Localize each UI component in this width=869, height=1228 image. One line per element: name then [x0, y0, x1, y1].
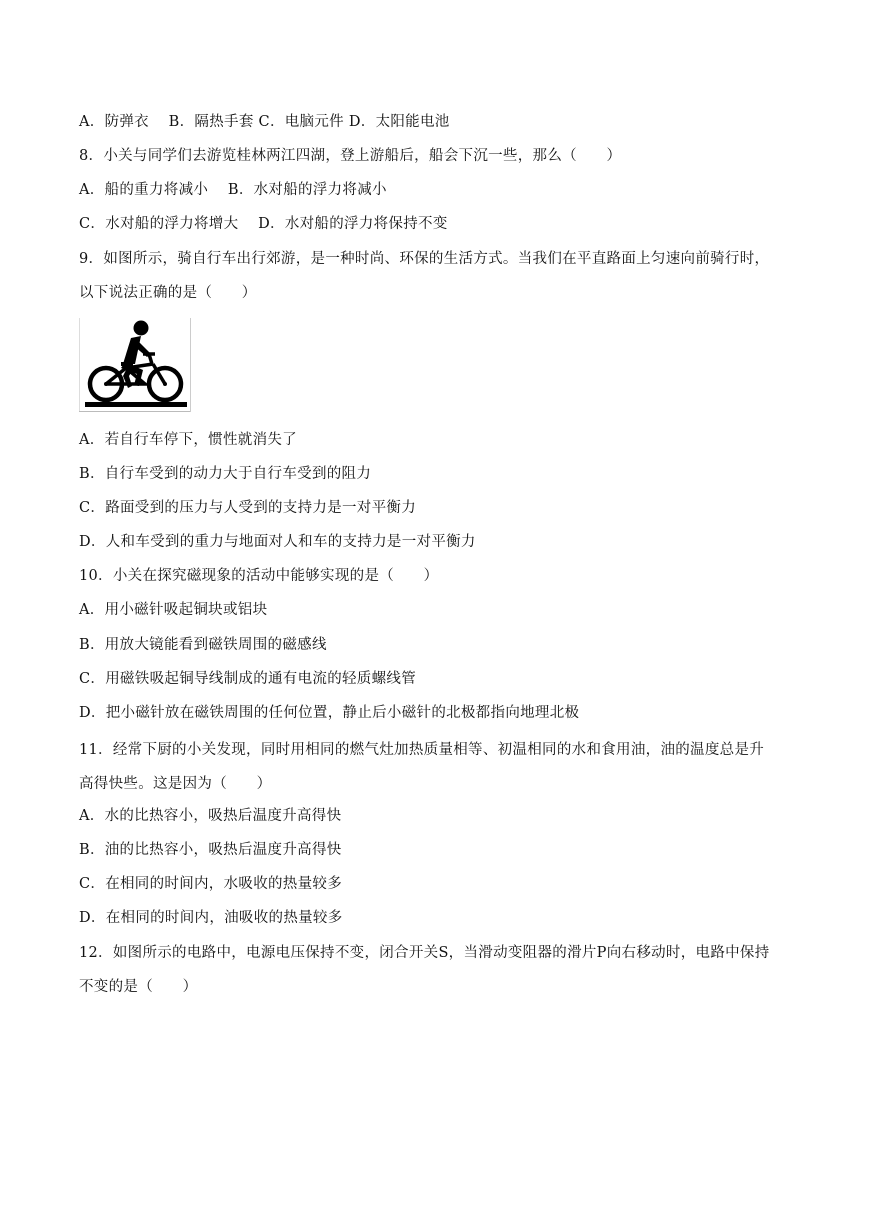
cyclist-icon [79, 318, 191, 412]
q9-option-c: C．路面受到的压力与人受到的支持力是一对平衡力 [79, 500, 416, 516]
q10-option-b: B．用放大镜能看到磁铁周围的磁感线 [79, 637, 327, 653]
q11-option-b: B．油的比热容小，吸热后温度升高得快 [79, 842, 342, 858]
q9-option-d: D．人和车受到的重力与地面对人和车的支持力是一对平衡力 [79, 534, 476, 550]
q9-stem-line2: 以下说法正确的是（ ） [79, 285, 257, 301]
q7-options: A．防弹衣 B．隔热手套 C．电脑元件 D．太阳能电池 [79, 114, 450, 130]
q10-stem: 10．小关在探究磁现象的活动中能够实现的是（ ） [79, 568, 439, 584]
q11-stem-line1: 11．经常下厨的小关发现，同时用相同的燃气灶加热质量相等、初温相同的水和食用油，油的温度总是升 [79, 742, 765, 758]
cyclist-figure [79, 318, 191, 412]
q11-stem-line2: 高得快些。这是因为（ ） [79, 776, 272, 792]
q10-option-c: C．用磁铁吸起铜导线制成的通有电流的轻质螺线管 [79, 671, 416, 687]
q11-option-a: A．水的比热容小，吸热后温度升高得快 [79, 808, 342, 824]
q8-stem: 8．小关与同学们去游览桂林两江四湖，登上游船后，船会下沉一些，那么（ ） [79, 148, 622, 164]
q10-option-d: D．把小磁针放在磁铁周围的任何位置，静止后小磁针的北极都指向地理北极 [79, 705, 580, 721]
q8-options-ab: A．船的重力将减小 B．水对船的浮力将减小 [79, 182, 387, 198]
q11-option-c: C．在相同的时间内，水吸收的热量较多 [79, 876, 342, 892]
q9-option-b: B．自行车受到的动力大于自行车受到的阻力 [79, 466, 372, 482]
q9-stem-line1: 9．如图所示，骑自行车出行郊游，是一种时尚、环保的生活方式。当我们在平直路面上匀速向前骑行时， [79, 251, 770, 267]
q10-option-a: A．用小磁针吸起铜块或铝块 [79, 602, 268, 618]
q11-option-d: D．在相同的时间内，油吸收的热量较多 [79, 910, 343, 926]
q12-stem-line2: 不变的是（ ） [79, 979, 198, 995]
q9-option-a: A．若自行车停下，惯性就消失了 [79, 432, 297, 448]
q8-options-cd: C．水对船的浮力将增大 D．水对船的浮力将保持不变 [79, 216, 448, 232]
q12-stem-line1: 12．如图所示的电路中，电源电压保持不变，闭合开关S，当滑动变阻器的滑片P向右移动时，电路中保持 [79, 945, 770, 961]
